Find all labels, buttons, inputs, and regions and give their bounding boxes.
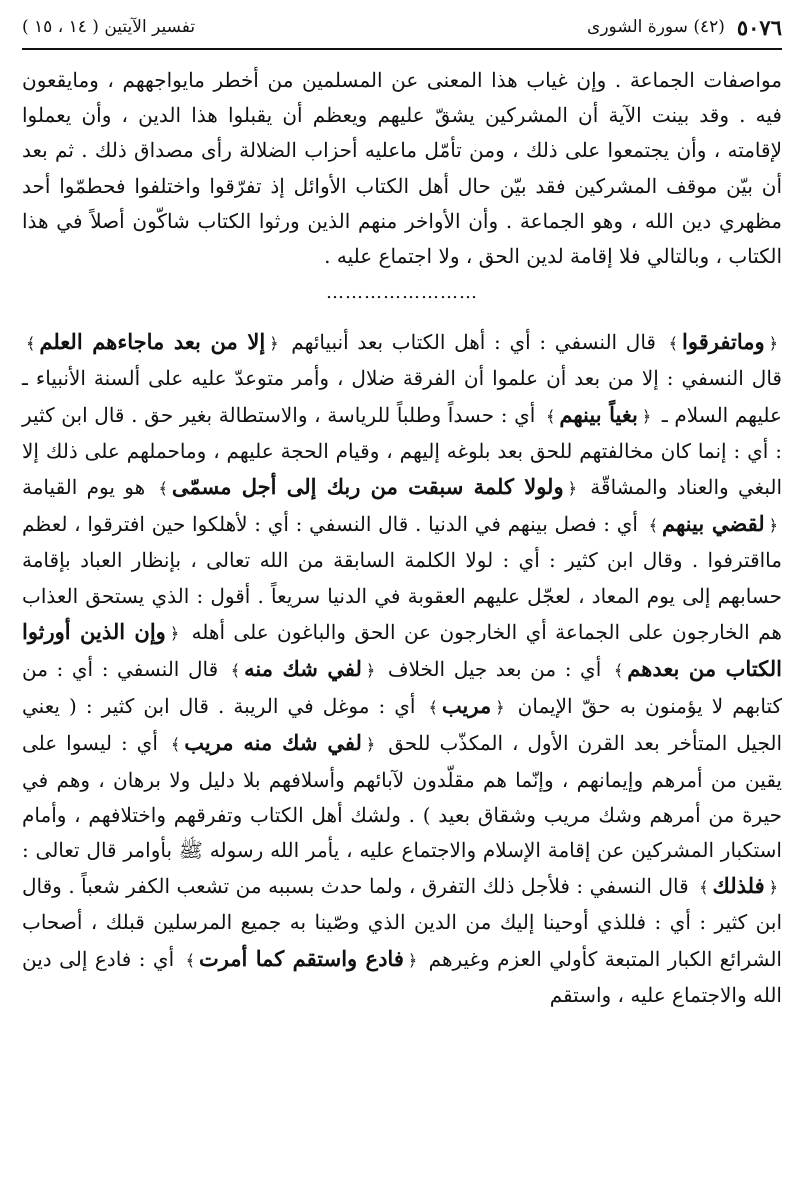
commentary: أي : فادع إلى دين الله والاجتماع عليه ، واستقم [22, 946, 782, 1007]
ornate-bracket-close: ﴾ [185, 950, 195, 970]
quran-quote: بغياً بينهم [559, 401, 638, 427]
page-number: ٥٠٧٦ [736, 14, 782, 40]
ornate-bracket-open: ﴿ [567, 479, 577, 499]
ornate-bracket-open: ﴿ [407, 950, 418, 970]
commentary: هو يوم القيامة [22, 475, 146, 500]
ornate-bracket-open: ﴿ [169, 623, 180, 643]
ornate-bracket-open: ﴿ [768, 878, 778, 898]
ornate-bracket-close: ﴾ [170, 735, 181, 755]
commentary: أي : فصل بينهم في الدنيا . قال النسفي : أي : لأهلكوا حين افترقوا ، لعظم مااقترفوا . وقال ابن كثير : أي : لولا الكلمة السابقة من الله تعالى ، بإنظار العباد بإقامة حسابهم إلى يوم المعاد ، لعجّل عليهم العقوبة في الدنيا سريعاً . أقول : الذي يستحق العذاب هم الخارجون على الجماعة أي الخارجون عن الحق والباغون على أهله [22, 512, 782, 644]
ornate-bracket-close: ﴾ [230, 661, 241, 681]
section-title: تفسير الآيتين ( ١٤ ، ١٥ ) [22, 17, 196, 37]
page-header [22, 12, 782, 42]
ornate-bracket-close: ﴾ [158, 479, 168, 499]
ornate-bracket-open: ﴿ [365, 661, 376, 681]
ornate-bracket-close: ﴾ [648, 516, 659, 536]
quran-quote: لفي شك منه مريب [184, 730, 362, 756]
ornate-bracket-open: ﴿ [269, 334, 279, 354]
ornate-bracket-open: ﴿ [768, 334, 778, 354]
ornate-bracket-close: ﴾ [613, 661, 624, 681]
page-body [22, 63, 782, 1013]
ornate-bracket-open: ﴿ [495, 698, 505, 718]
commentary: أي : حسداً وطلباً للرياسة ، والاستطالة بغير حق . قال ابن كثير : أي : إنما كان مخالفتهم للحق بعد بلوغه إليهم ، وقيام الحجة عليهم ، وماحملهم على ذلك إلا البغي والعناد والمشاقّة [22, 402, 783, 500]
header-right [587, 15, 782, 40]
quran-quote: ولولا كلمة سبقت من ربك إلى أجل مسمّى [171, 474, 564, 500]
ornate-bracket-close: ﴾ [699, 878, 709, 898]
ornate-bracket-close: ﴾ [545, 406, 556, 426]
ornate-bracket-open: ﴿ [768, 516, 778, 536]
commentary: أي : من بعد جيل الخلاف [387, 657, 602, 682]
quran-quote: وإن الذين أورثوا الكتاب من بعدهم [22, 618, 782, 682]
commentary: أي : موغل في الريبة . قال ابن كثير : ( يعني الجيل المتأخر بعد القرن الأول ، المكذّب للحق [22, 694, 783, 756]
quran-quote: فلذلك [712, 873, 765, 899]
quran-quote: وماتفرقوا [682, 329, 765, 355]
ornate-bracket-open: ﴿ [641, 406, 652, 426]
commentary: قال النسفي : فلأجل ذلك التفرق ، ولما حدث بسببه من تشعب الكفر شعباً . وقال ابن كثير : أي : فللذي أوحينا إليك من الدين الذي وصّينا به جميع المرسلين قبلك ، أصحاب الشرائع الكبار المتبعة كأولي العزم وغيرهم [22, 874, 782, 971]
ornate-bracket-open: ﴿ [365, 735, 376, 755]
quran-quote: مريب [441, 693, 492, 719]
ornate-bracket-close: ﴾ [26, 334, 36, 354]
paragraph-1: مواصفات الجماعة . وإن غياب هذا المعنى عن المسلمين من أخطر مايواجههم ، ومايقعون فيه . وقد بينت الآية أن المشركين يشقّ عليهم ويعظم أن يقبلوا هذا الدين ، وأن يعملوا لإقامته ، وأن يجتمعوا على ذلك ، ومن تأمّل ماعليه أحزاب الضلالة رأى مصداق ذلك . ثم بعد أن بيّن موقف المشركين فقد بيّن حال أهل الكتاب الأوائل إذ تفرّقوا واختلفوا فحطمّوا أحد مظهري دين الله ، وهو الجماعة . وأن الأواخر منهم الذين ورثوا الكتاب شاكّون أصلاً في هذا الكتاب ، وبالتالي فلا إقامة لدين الحق ، ولا اجتماع عليه . [22, 68, 782, 269]
commentary: قال النسفي : إلا من بعد أن علموا أن الفرقة ضلال ، وأمر متوعدّ عليه على ألسنة الأنبياء ـ عليهم السلام ـ [22, 366, 782, 427]
commentary: قال النسفي : أي : أهل الكتاب بعد أنبيائهم [291, 330, 656, 355]
header-rule [22, 48, 782, 50]
spacer [22, 312, 782, 324]
paragraph-2 [22, 324, 782, 1013]
commentary: أي : ليسوا على يقين من أمرهم وإيمانهم ، وإنّما هم مقلّدون لآبائهم وأسلافهم بلا دليل ولا برهان ، وهم في حيرة من أمرهم وشك مريب وشقاق بعيد ) . ولشك أهل الكتاب وتفرقهم واختلافهم ، وأمام استكبار المشركين عن إقامة الإسلام والاجتماع عليه ، يأمر الله رسوله ﷺ بأوامر قال تعالى : [22, 731, 782, 863]
commentary: قال النسفي : أي : من كتابهم لا يؤمنون به حقّ الإيمان [22, 657, 782, 719]
quran-quote: فادع واستقم كما أمرت [198, 945, 404, 971]
quran-quote: لقضي بينهم [662, 511, 765, 537]
section-separator: …………………… [326, 282, 478, 304]
ornate-bracket-close: ﴾ [428, 698, 438, 718]
surah-name: (٤٢) سورة الشورى [587, 17, 725, 37]
ornate-bracket-close: ﴾ [668, 334, 679, 354]
quran-quote: لفي شك منه [244, 656, 362, 682]
quran-quote: إلا من بعد ماجاءهم العلم [39, 329, 266, 355]
